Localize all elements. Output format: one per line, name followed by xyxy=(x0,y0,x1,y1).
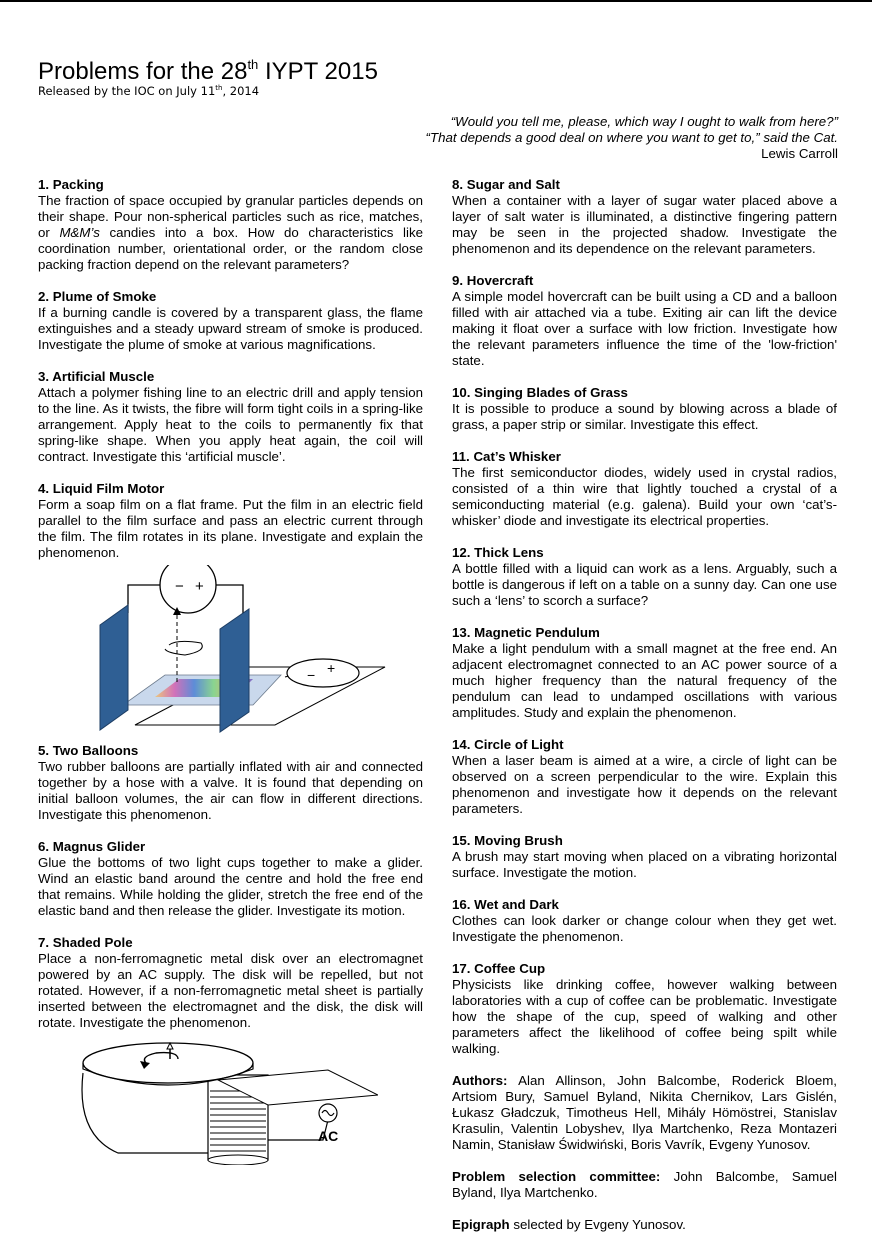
problem-body: The first semiconductor diodes, widely used in crystal radios, consisted of a thin wire that lightly touched a crystal of a semiconducting material (e.g. galena). Build your own ‘cat’s-whisker’ diode and investigate its electrical properties. xyxy=(452,465,837,528)
problem-body: The fraction of space occupied by granular particles depends on their shape. Pour non-spherical particles such as rice, matches, or M&M’s candies into a box. How do characteristics like coordination number, orientational order, or the random close packing fraction depend on the relevant parameters? xyxy=(38,193,423,272)
problem-body: Two rubber balloons are partially inflated with air and connected together by a hose with a valve. It is found that depending on initial balloon volumes, the air can flow in different directions. Investigate this phenomenon. xyxy=(38,759,423,822)
problem-body: It is possible to produce a sound by blowing across a blade of grass, a paper strip or similar. Investigate this effect. xyxy=(452,401,837,432)
problem-11 xyxy=(452,449,837,529)
problem-12 xyxy=(452,545,837,609)
battery-minus: − xyxy=(175,578,184,595)
problem-body: Attach a polymer fishing line to an electric drill and apply tension to the line. As it twists, the fibre will form tight coils in a spring-like arrangement. Apply heat to the coils to permanently fix that spring-like shape. When you apply heat again, the coil will contract. Investigate this ‘artificial muscle’. xyxy=(38,385,423,464)
problem-9 xyxy=(452,273,837,369)
battery-plus: + xyxy=(195,578,204,595)
problem-6 xyxy=(38,839,423,919)
left-column xyxy=(38,177,423,1165)
battery-field xyxy=(287,659,359,687)
problem-body: When a laser beam is aimed at a wire, a circle of light can be observed on a screen perpendicular to the wire. Explain this phenomenon and investigate how it depends on the relevant parameters. xyxy=(452,753,837,816)
problem-body: Make a light pendulum with a small magnet at the free end. An adjacent electromagnet connected to an AC power source of a much higher frequency than the natural frequency of the pendulum can lead to undamped oscillations with various amplitudes. Study and explain the phenomenon. xyxy=(452,641,837,720)
problem-body: A brush may start moving when placed on a vibrating horizontal surface. Investigate the motion. xyxy=(452,849,837,880)
problem-7 xyxy=(38,935,423,1031)
epigraph-credit: Epigraph selected by Evgeny Yunosov. xyxy=(452,1217,686,1232)
problem-body: A simple model hovercraft can be built using a CD and a balloon filled with air attached via a tube. Exiting air can lift the device making it float over a surface with low friction. Investigate how the relevant parameters influence the time of the 'low-friction' state. xyxy=(452,289,837,368)
problem-10 xyxy=(452,385,837,433)
problem-title: 4. Liquid Film Motor xyxy=(38,481,165,496)
liquid-film-motor-figure xyxy=(95,565,395,735)
problem-title: 8. Sugar and Salt xyxy=(452,177,560,192)
problem-title: 9. Hovercraft xyxy=(452,273,534,288)
problem-title: 6. Magnus Glider xyxy=(38,839,146,854)
problem-5 xyxy=(38,743,423,823)
problem-body: When a container with a layer of sugar water placed above a layer of salt water is illuminated, a distinctive fingering pattern may be seen in the projected shadow. Investigate the phenomenon and its dependence on the relevant parameters. xyxy=(452,193,837,256)
problem-title: 10. Singing Blades of Grass xyxy=(452,385,628,400)
problem-16 xyxy=(452,897,837,945)
rotation-arrow xyxy=(165,641,202,655)
problem-title: 2. Plume of Smoke xyxy=(38,289,157,304)
problem-17 xyxy=(452,961,837,1057)
problem-body: Place a non-ferromagnetic metal disk over an electromagnet powered by an AC supply. The disk will be repelled, but not rotated. However, if a non-ferromagnetic metal sheet is partially inserted between the electromagnet and the disk, the disk will rotate. Investigate the phenomenon. xyxy=(38,951,423,1030)
wire-right xyxy=(216,585,243,615)
problem-15 xyxy=(452,833,837,881)
right-column xyxy=(452,177,837,1249)
authors: Authors: Alan Allinson, John Balcombe, Roderick Bloem, Artsiom Bury, Samuel Byland, Nikita Chernikov, Lars Gislén, Łukasz Gładczuk, Timotheus Hell, Mihály Hömöstrei, Stanislav Krasulin, Valentin Lobyshev, Ilya Martchenko, Reza Montazeri Namin, Stanisław Świdwiński, Boris Vavrík, Evgeny Yunosov. xyxy=(452,1073,837,1152)
problem-3 xyxy=(38,369,423,465)
selection-committee: Problem selection committee: John Balcombe, Samuel Byland, Ilya Martchenko. xyxy=(452,1169,837,1200)
problem-2 xyxy=(38,289,423,353)
problem-13 xyxy=(452,625,837,721)
problem-body: If a burning candle is covered by a transparent glass, the flame extinguishes and a steady upward stream of smoke is produced. Investigate the plume of smoke at various magnifications. xyxy=(38,305,423,352)
problem-body: Clothes can look darker or change colour when they get wet. Investigate the phenomenon. xyxy=(452,913,837,944)
problem-title: 17. Coffee Cup xyxy=(452,961,546,976)
supply-wire-left xyxy=(82,1073,208,1153)
problem-title: 11. Cat’s Whisker xyxy=(452,449,561,464)
problem-4 xyxy=(38,481,423,561)
wire-left xyxy=(128,585,160,613)
problem-8 xyxy=(452,177,837,257)
electrode-plate-left xyxy=(100,605,128,730)
release-note: Released by the IOC on July 11th, 2014 xyxy=(38,84,260,98)
problem-title: 3. Artificial Muscle xyxy=(38,369,155,384)
top-rule xyxy=(0,0,872,2)
problem-title: 5. Two Balloons xyxy=(38,743,139,758)
page-title: Problems for the 28th IYPT 2015 xyxy=(38,57,378,85)
electrode-plate-right xyxy=(220,609,249,732)
shaded-pole-figure xyxy=(78,1035,378,1165)
problem-title: 15. Moving Brush xyxy=(452,833,563,848)
field-minus: − xyxy=(307,667,316,683)
problem-body: Form a soap film on a flat frame. Put the film in an electric field parallel to the film surface and pass an electric current through the film. The film rotates in its plane. Investigate and explain the phenomenon. xyxy=(38,497,423,560)
problem-title: 1. Packing xyxy=(38,177,104,192)
problem-title: 14. Circle of Light xyxy=(452,737,564,752)
field-plus: + xyxy=(327,660,336,676)
problem-body: Physicists like drinking coffee, however walking between laboratories with a cup of coffee can be problematic. Investigate how the shape of the cup, speed of walking and other parameters affect the likelihood of coffee being spilt while walking. xyxy=(452,977,837,1056)
problem-14 xyxy=(452,737,837,817)
ac-label: AC xyxy=(318,1128,339,1144)
problem-title: 13. Magnetic Pendulum xyxy=(452,625,600,640)
problem-body: Glue the bottoms of two light cups together to make a glider. Wind an elastic band around the centre and hold the free end that remains. While holding the glider, stretch the free end of the elastic band and then release the glider. Investigate its motion. xyxy=(38,855,423,918)
problem-body: A bottle filled with a liquid can work as a lens. Arguably, such a bottle is dangerous if left on a table on a sunny day. Can one use such a ‘lens’ to scorch a surface? xyxy=(452,561,837,608)
problem-title: 16. Wet and Dark xyxy=(452,897,559,912)
epigraph-line-2: “That depends a good deal on where you want to get to,” said the Cat. xyxy=(425,130,838,145)
battery-top xyxy=(160,565,216,613)
epigraph-author: Lewis Carroll xyxy=(761,146,838,161)
epigraph-line-1: “Would you tell me, please, which way I ought to walk from here?” xyxy=(450,114,838,129)
problem-title: 12. Thick Lens xyxy=(452,545,544,560)
problem-title: 7. Shaded Pole xyxy=(38,935,133,950)
problem-1 xyxy=(38,177,423,273)
epigraph xyxy=(238,114,838,162)
